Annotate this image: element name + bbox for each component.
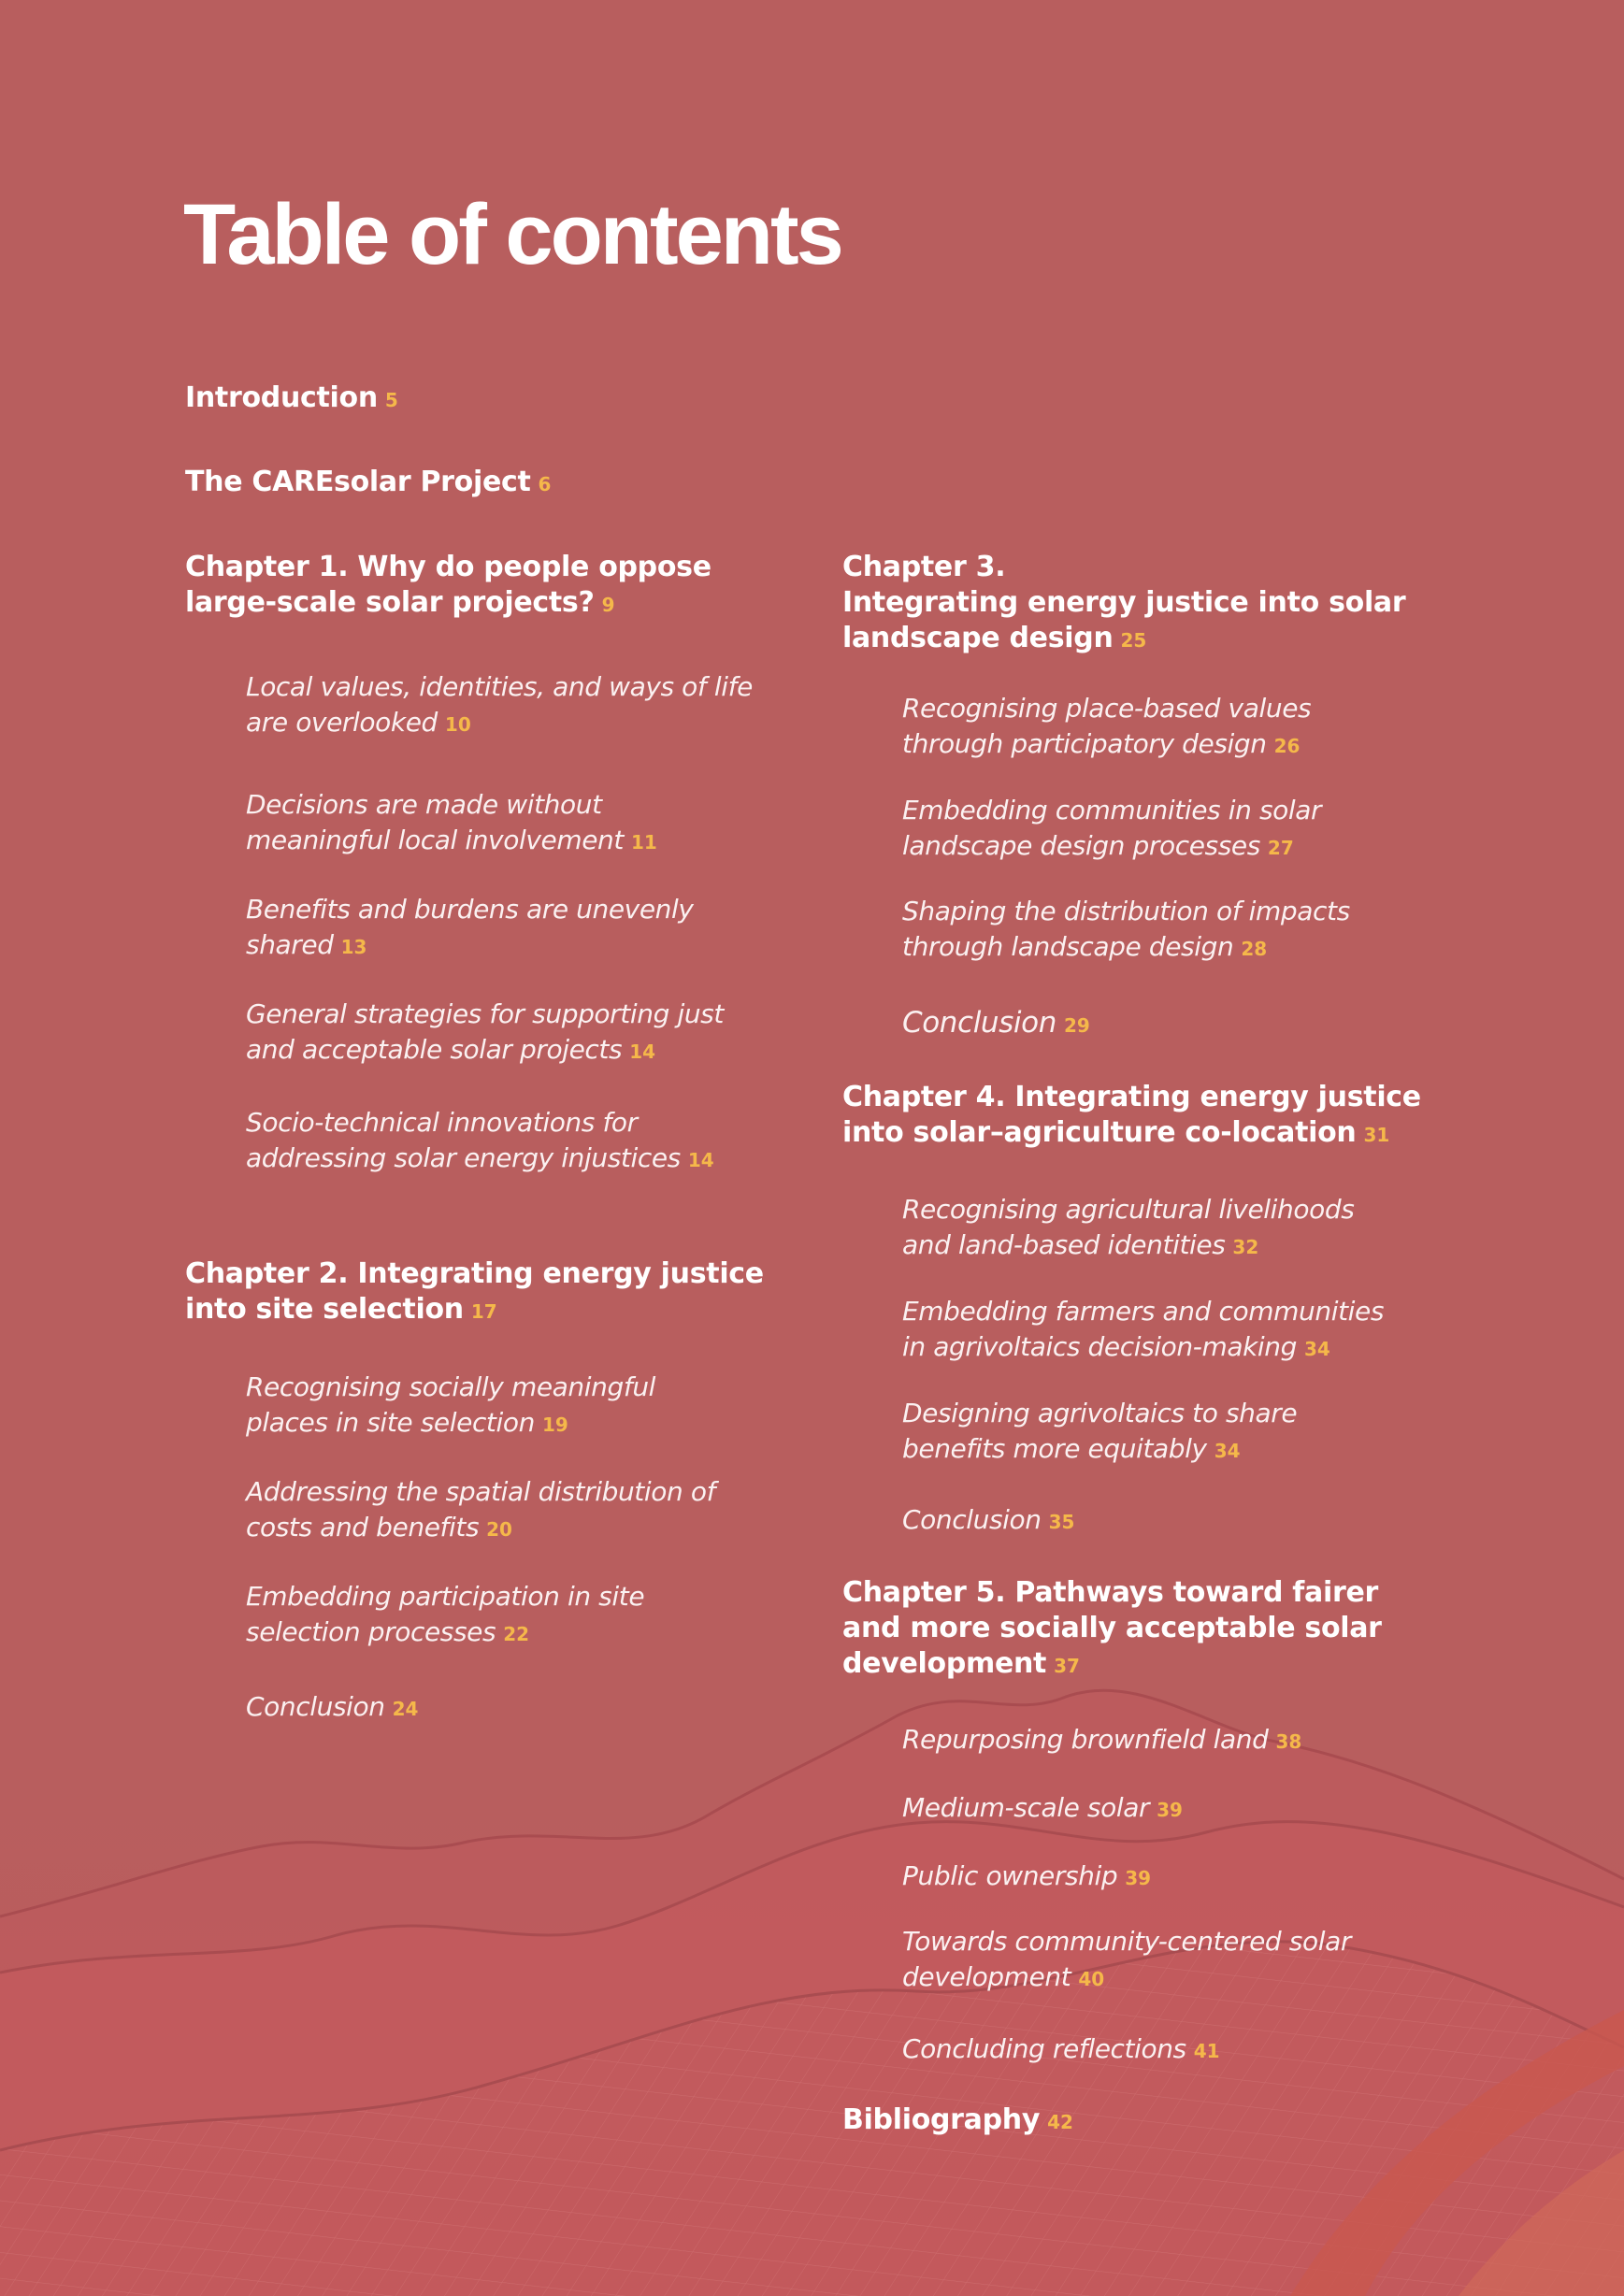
page-number: 14 xyxy=(629,1040,656,1063)
page-number: 41 xyxy=(1193,2040,1220,2062)
toc-entry-title-line: Concluding reflections 41 xyxy=(902,2033,1220,2064)
page-number: 28 xyxy=(1241,938,1268,960)
page-number: 25 xyxy=(1120,629,1147,652)
toc-entry-ch4-s1[interactable] xyxy=(902,1192,1354,1265)
toc-entry-intro[interactable] xyxy=(185,380,398,418)
toc-entry-title-line: Recognising socially meaningful xyxy=(246,1371,656,1402)
toc-entry-ch4-s3[interactable] xyxy=(902,1396,1297,1469)
page-number: 34 xyxy=(1214,1440,1241,1462)
page-number: 6 xyxy=(538,473,552,495)
toc-entry-title-line: Introduction 5 xyxy=(185,381,398,414)
toc-entry-title-line: Recognising place-based values xyxy=(902,693,1312,724)
page-number: 13 xyxy=(340,936,367,958)
page-number: 5 xyxy=(384,389,398,411)
toc-entry-title-line: Shaping the distribution of impacts xyxy=(902,896,1350,926)
toc-entry-ch1[interactable] xyxy=(185,550,711,623)
page-number: 26 xyxy=(1273,735,1301,757)
page-number: 29 xyxy=(1063,1014,1090,1037)
toc-entry-title-line: Chapter 1. Why do people oppose xyxy=(185,551,711,583)
toc-entry-title-line: Conclusion 24 xyxy=(246,1691,419,1722)
page-number: 22 xyxy=(503,1623,530,1645)
toc-entry-title-line: Repurposing brownfield land 38 xyxy=(902,1724,1302,1755)
toc-entry-title-line: Embedding participation in site xyxy=(246,1581,645,1612)
toc-entry-title-line: landscape design 25 xyxy=(842,622,1147,654)
page-number: 34 xyxy=(1304,1338,1330,1360)
toc-entry-ch5[interactable] xyxy=(842,1575,1382,1684)
toc-entry-ch1-s1[interactable] xyxy=(246,669,753,742)
toc-entry-ch5-s4[interactable] xyxy=(902,1924,1351,1997)
toc-entry-title-line: Recognising agricultural livelihoods xyxy=(902,1194,1355,1225)
toc-entry-title-line: Medium-scale solar 39 xyxy=(902,1792,1183,1823)
toc-entry-title-line: and more socially acceptable solar xyxy=(842,1612,1382,1644)
toc-entry-title-line: General strategies for supporting just xyxy=(246,998,724,1029)
toc-entry-ch4-s2[interactable] xyxy=(902,1294,1384,1367)
page-number: 40 xyxy=(1078,1968,1105,1990)
toc-entry-ch5-s2[interactable] xyxy=(902,1790,1183,1828)
toc-entry-ch2[interactable] xyxy=(185,1256,764,1329)
toc-entry-title-line: in agrivoltaics decision-making 34 xyxy=(902,1331,1330,1362)
toc-entry-title-line: The CAREsolar Project 6 xyxy=(185,466,552,498)
page-title: Table of contents xyxy=(183,187,841,282)
toc-entry-ch1-s5[interactable] xyxy=(246,1105,714,1178)
toc-entry-title-line: Embedding farmers and communities xyxy=(902,1296,1385,1327)
toc-entry-ch3-s4[interactable] xyxy=(902,1005,1090,1043)
toc-entry-title-line: development 40 xyxy=(902,1961,1105,1992)
page-number: 39 xyxy=(1125,1867,1152,1889)
toc-entry-title-line: Public ownership 39 xyxy=(902,1860,1152,1891)
toc-entry-title-line: Chapter 2. Integrating energy justice xyxy=(185,1257,764,1290)
toc-entry-title-line: are overlooked 10 xyxy=(246,707,471,738)
toc-entry-ch5-s5[interactable] xyxy=(902,2031,1220,2069)
toc-entry-title-line: through landscape design 28 xyxy=(902,931,1268,962)
toc-entry-title-line: landscape design processes 27 xyxy=(902,830,1294,861)
page-number: 11 xyxy=(630,831,657,854)
toc-entry-ch2-s2[interactable] xyxy=(246,1474,715,1547)
toc-entry-title-line: places in site selection 19 xyxy=(246,1407,568,1438)
toc-entry-ch1-s2[interactable] xyxy=(246,787,657,860)
toc-entry-ch2-s4[interactable] xyxy=(246,1689,418,1727)
toc-entry-ch1-s4[interactable] xyxy=(246,997,724,1069)
toc-entry-ch3-s1[interactable] xyxy=(902,691,1311,764)
toc-entry-title-line: Designing agrivoltaics to share xyxy=(902,1398,1298,1428)
toc-entry-ch5-s3[interactable] xyxy=(902,1858,1151,1896)
toc-entry-title-line: Conclusion 35 xyxy=(902,1504,1075,1535)
page-number: 19 xyxy=(541,1413,568,1436)
toc-entry-title-line: Embedding communities in solar xyxy=(902,795,1322,825)
toc-entry-ch5-s1[interactable] xyxy=(902,1722,1301,1759)
page-number: 17 xyxy=(470,1300,497,1323)
toc-entry-title-line: Chapter 3. xyxy=(842,551,1006,583)
page-number: 42 xyxy=(1047,2111,1073,2133)
page-number: 10 xyxy=(444,713,471,736)
toc-entry-title-line: Socio-technical innovations for xyxy=(246,1107,638,1138)
page-number: 27 xyxy=(1267,837,1294,859)
toc-entry-ch3-s2[interactable] xyxy=(902,793,1321,866)
toc-entry-title-line: into site selection 17 xyxy=(185,1293,497,1326)
page-number: 14 xyxy=(687,1149,714,1171)
page-number: 39 xyxy=(1157,1799,1183,1821)
toc-entry-title-line: Decisions are made without xyxy=(246,789,602,820)
toc-entry-ch3[interactable] xyxy=(842,550,1405,658)
toc-entry-title-line: large-scale solar projects? 9 xyxy=(185,586,615,619)
toc-entry-title-line: Bibliography 42 xyxy=(842,2103,1073,2136)
toc-entry-title-line: development 37 xyxy=(842,1647,1080,1680)
toc-entry-ch2-s1[interactable] xyxy=(246,1370,655,1442)
toc-entry-title-line: Local values, identities, and ways of life xyxy=(246,671,753,702)
page-number: 32 xyxy=(1232,1236,1259,1258)
toc-entry-title-line: meaningful local involvement 11 xyxy=(246,825,657,855)
toc-entry-ch1-s3[interactable] xyxy=(246,892,694,965)
toc-entry-ch4[interactable] xyxy=(842,1080,1421,1153)
toc-entry-title-line: and land-based identities 32 xyxy=(902,1229,1259,1260)
page-number: 9 xyxy=(601,594,615,616)
page-number: 31 xyxy=(1363,1124,1390,1146)
page-number: 24 xyxy=(392,1698,419,1720)
toc-entry-title-line: and acceptable solar projects 14 xyxy=(246,1034,656,1065)
toc-entry-title-line: into solar–agriculture co-location 31 xyxy=(842,1116,1390,1149)
toc-entry-title-line: selection processes 22 xyxy=(246,1616,530,1647)
toc-entry-biblio[interactable] xyxy=(842,2102,1073,2140)
page-number: 38 xyxy=(1275,1730,1302,1753)
toc-entry-title-line: Benefits and burdens are unevenly xyxy=(246,894,694,925)
toc-entry-title-line: benefits more equitably 34 xyxy=(902,1433,1241,1464)
toc-entry-title-line: costs and benefits 20 xyxy=(246,1512,512,1543)
page-number: 20 xyxy=(486,1518,512,1541)
toc-entry-title-line: addressing solar energy injustices 14 xyxy=(246,1142,714,1173)
toc-entry-ch3-s3[interactable] xyxy=(902,894,1350,967)
toc-entry-title-line: shared 13 xyxy=(246,929,367,960)
page-number: 37 xyxy=(1054,1655,1080,1677)
toc-entry-title-line: Conclusion 29 xyxy=(902,1006,1090,1040)
toc-entry-title-line: Integrating energy justice into solar xyxy=(842,586,1406,619)
toc-entry-ch2-s3[interactable] xyxy=(246,1579,644,1652)
toc-entry-ch4-s4[interactable] xyxy=(902,1502,1074,1540)
toc-entry-title-line: Towards community-centered solar xyxy=(902,1926,1351,1957)
toc-entry-title-line: Chapter 4. Integrating energy justice xyxy=(842,1081,1421,1113)
toc-entry-title-line: Chapter 5. Pathways toward fairer xyxy=(842,1576,1378,1609)
toc-entry-title-line: Addressing the spatial distribution of xyxy=(246,1476,716,1507)
page-number: 35 xyxy=(1048,1511,1075,1533)
toc-entry-project[interactable] xyxy=(185,465,551,502)
toc-entry-title-line: through participatory design 26 xyxy=(902,728,1301,759)
